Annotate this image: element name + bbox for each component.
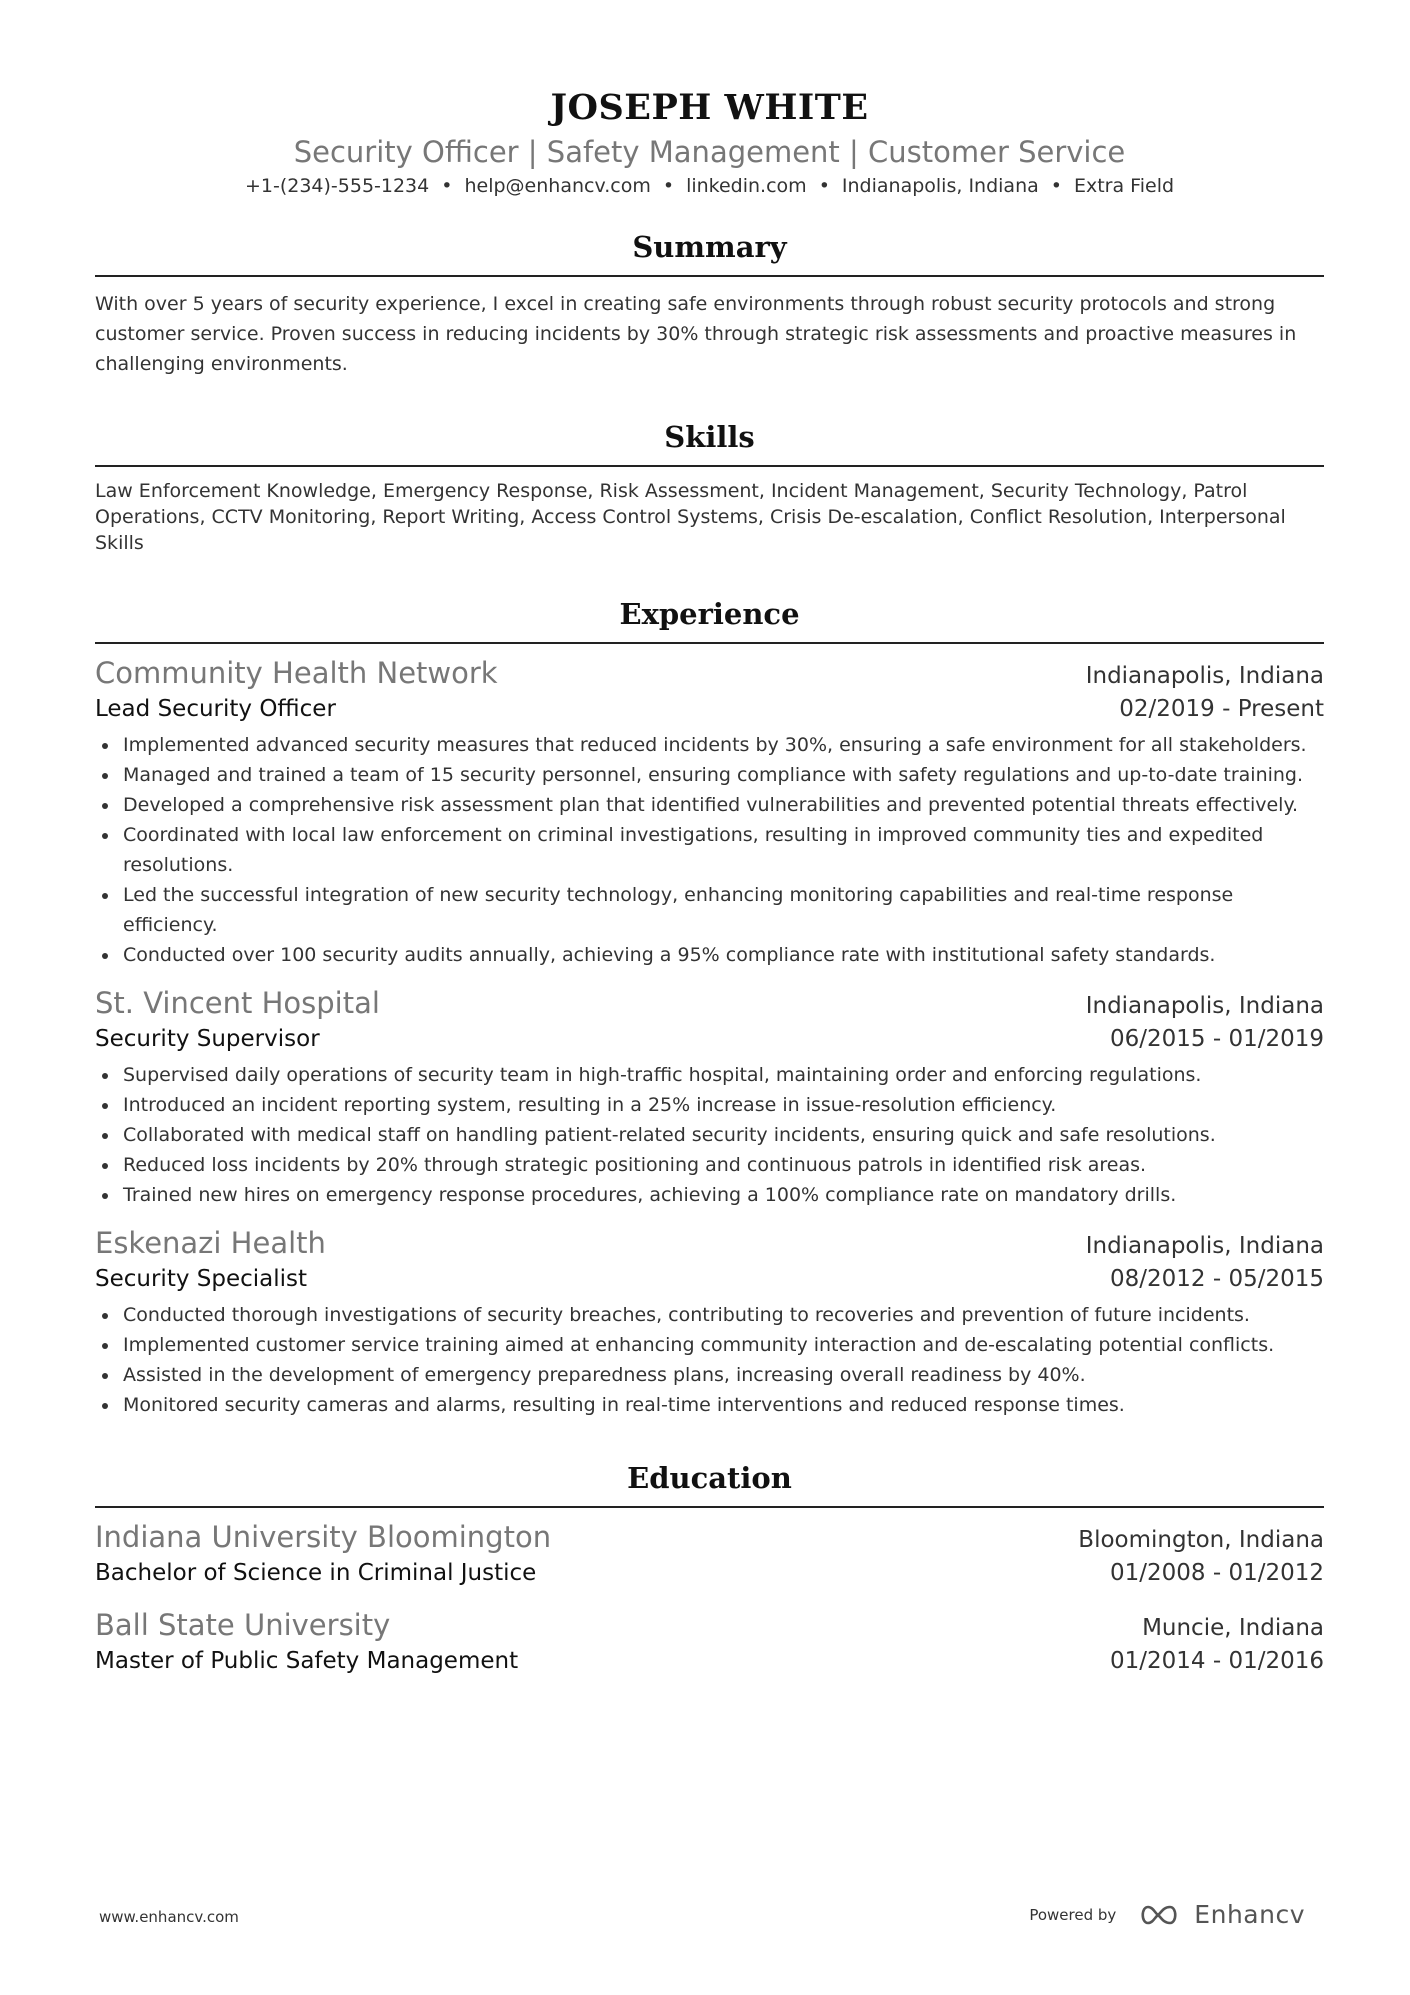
bullet-item: Implemented customer service training aimed at enhancing community interaction and de-escalating potential conflicts. xyxy=(95,1330,1324,1360)
company-name: Community Health Network xyxy=(95,656,498,690)
job-bullets xyxy=(95,1300,1324,1420)
skills-text: Law Enforcement Knowledge, Emergency Response, Risk Assessment, Incident Management, Security Technology, Patrol Operations, CCTV Monitoring, Report Writing, Access Control Systems, Crisis De-escalation, Conflict Resolution, Interpersonal Skills xyxy=(95,480,1286,554)
skills-heading: Skills xyxy=(664,420,755,454)
school-location: Bloomington, Indiana xyxy=(1078,1527,1324,1553)
section-divider xyxy=(95,465,1324,467)
education-section xyxy=(95,1458,1324,1678)
contact-separator: • xyxy=(818,175,830,197)
bullet-item: Managed and trained a team of 15 security personnel, ensuring compliance with safety regulations and up-to-date training. xyxy=(95,760,1324,790)
summary-text: With over 5 years of security experience, I excel in creating safe environments through robust security protocols and strong customer service. Proven success in reducing incidents by 30% through strategic risk assessments and proactive measures in challenging environments. xyxy=(95,293,1297,375)
summary-heading: Summary xyxy=(632,230,787,264)
bullet-item: Monitored security cameras and alarms, resulting in real-time interventions and reduced response times. xyxy=(95,1390,1324,1420)
job-role: Lead Security Officer xyxy=(95,696,336,722)
skills-section xyxy=(95,417,1324,556)
school-name: Indiana University Bloomington xyxy=(95,1520,552,1554)
footer-branding xyxy=(1029,1900,1305,1929)
contact-line xyxy=(95,172,1324,200)
company-name: Eskenazi Health xyxy=(95,1226,326,1260)
section-divider xyxy=(95,275,1324,277)
experience-heading: Experience xyxy=(619,597,800,631)
bullet-item: Trained new hires on emergency response procedures, achieving a 100% compliance rate on mandatory drills. xyxy=(95,1180,1324,1210)
brand-name: Enhancv xyxy=(1194,1900,1305,1929)
bullet-item: Introduced an incident reporting system, resulting in a 25% increase in issue-resolution efficiency. xyxy=(95,1090,1324,1120)
job-bullets xyxy=(95,1060,1324,1210)
job-bullets xyxy=(95,730,1324,970)
job-location: Indianapolis, Indiana xyxy=(1085,1233,1324,1259)
contact-separator: • xyxy=(441,175,453,197)
job-dates: 06/2015 - 01/2019 xyxy=(1109,1026,1324,1052)
degree-name: Bachelor of Science in Criminal Justice xyxy=(95,1560,537,1586)
company-name: St. Vincent Hospital xyxy=(95,986,380,1020)
candidate-title: Security Officer | Safety Management | Customer Service xyxy=(293,135,1126,169)
contact-email[interactable]: help@enhancv.com xyxy=(464,175,651,197)
contact-location: Indianapolis, Indiana xyxy=(841,175,1039,197)
education-heading: Education xyxy=(627,1461,792,1495)
job-location: Indianapolis, Indiana xyxy=(1085,993,1324,1019)
footer-website-link[interactable]: www.enhancv.com xyxy=(99,1908,239,1926)
powered-by-label: Powered by xyxy=(1029,1905,1117,1924)
bullet-item: Coordinated with local law enforcement on criminal investigations, resulting in improved community ties and expedited resolutions. xyxy=(95,820,1324,880)
section-divider xyxy=(95,642,1324,644)
contact-linkedin[interactable]: linkedin.com xyxy=(686,175,807,197)
bullet-item: Reduced loss incidents by 20% through strategic positioning and continuous patrols in identified risk areas. xyxy=(95,1150,1324,1180)
experience-entry xyxy=(95,1224,1324,1420)
contact-phone: +1-(234)-555-1234 xyxy=(244,175,430,197)
job-dates: 08/2012 - 05/2015 xyxy=(1109,1266,1324,1292)
bullet-item: Assisted in the development of emergency preparedness plans, increasing overall readiness by 40%. xyxy=(95,1360,1324,1390)
resume-header xyxy=(95,0,1324,200)
education-entry xyxy=(95,1606,1324,1678)
section-divider xyxy=(95,1506,1324,1508)
contact-extra-field: Extra Field xyxy=(1073,175,1175,197)
bullet-item: Conducted over 100 security audits annually, achieving a 95% compliance rate with institutional safety standards. xyxy=(95,940,1324,970)
job-location: Indianapolis, Indiana xyxy=(1085,663,1324,689)
bullet-item: Supervised daily operations of security team in high-traffic hospital, maintaining order and enforcing regulations. xyxy=(95,1060,1324,1090)
job-dates: 02/2019 - Present xyxy=(1119,696,1324,722)
education-dates: 01/2008 - 01/2012 xyxy=(1109,1560,1324,1586)
school-location: Muncie, Indiana xyxy=(1142,1615,1324,1641)
experience-entry xyxy=(95,984,1324,1210)
resume-page xyxy=(95,0,1324,1678)
contact-separator: • xyxy=(1050,175,1062,197)
job-role: Security Specialist xyxy=(95,1266,308,1292)
enhancv-logo-icon xyxy=(1138,1903,1186,1927)
job-role: Security Supervisor xyxy=(95,1026,320,1052)
bullet-item: Conducted thorough investigations of security breaches, contributing to recoveries and prevention of future incidents. xyxy=(95,1300,1324,1330)
brand-logo[interactable] xyxy=(1138,1900,1305,1929)
summary-section xyxy=(95,227,1324,379)
candidate-name: JOSEPH WHITE xyxy=(550,87,869,128)
bullet-item: Implemented advanced security measures that reduced incidents by 30%, ensuring a safe environment for all stakeholders. xyxy=(95,730,1324,760)
experience-section xyxy=(95,594,1324,1420)
education-dates: 01/2014 - 01/2016 xyxy=(1109,1648,1324,1674)
school-name: Ball State University xyxy=(95,1608,391,1642)
bullet-item: Developed a comprehensive risk assessment plan that identified vulnerabilities and prevented potential threats effectively. xyxy=(95,790,1324,820)
education-entry xyxy=(95,1518,1324,1590)
experience-entry xyxy=(95,654,1324,970)
contact-separator: • xyxy=(662,175,675,197)
degree-name: Master of Public Safety Management xyxy=(95,1648,519,1674)
bullet-item: Led the successful integration of new security technology, enhancing monitoring capabilities and real-time response efficiency. xyxy=(95,880,1324,940)
bullet-item: Collaborated with medical staff on handling patient-related security incidents, ensuring quick and safe resolutions. xyxy=(95,1120,1324,1150)
